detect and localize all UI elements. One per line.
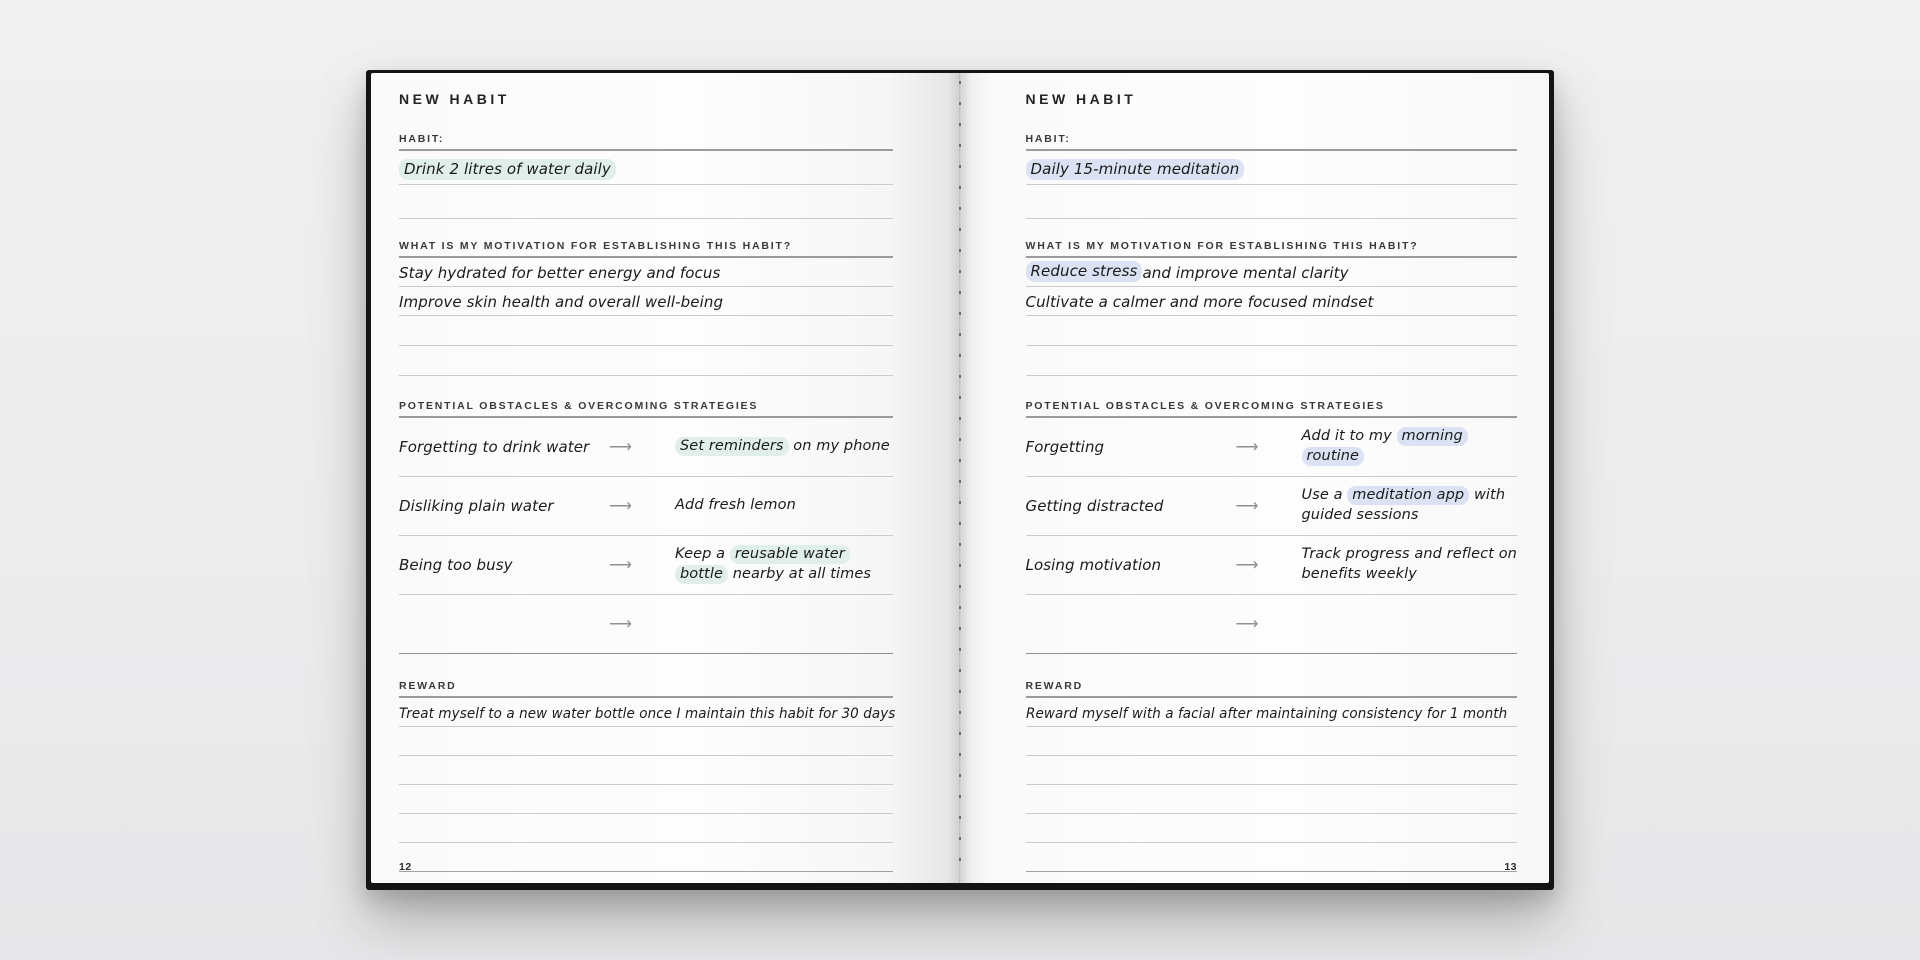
- habit-entry: [1026, 151, 1518, 185]
- strategy-segment: Track progress and reflect on benefits weekly: [1301, 546, 1517, 582]
- ruled-line: [1026, 843, 1518, 872]
- habit-entry: [399, 151, 893, 185]
- obstacle-text: Being too busy: [399, 556, 513, 574]
- reward-text: Treat myself to a new water bottle once I maintain this habit for 30 days: [399, 706, 896, 722]
- habit-text: Daily 15-minute meditation: [1026, 159, 1245, 180]
- ruled-line: [399, 814, 893, 843]
- ruled-line: [399, 316, 893, 346]
- arrow-right-icon: ⟶: [609, 557, 632, 574]
- strategy-highlight: Set reminders: [675, 437, 789, 456]
- obstacle-text: Losing motivation: [1025, 556, 1162, 574]
- ruled-line: [399, 346, 893, 376]
- habit-label: HABIT:: [1025, 133, 1071, 145]
- strategy-segment: on my phone: [788, 438, 890, 455]
- strategy-text: [665, 496, 893, 516]
- obstacle-row: [1026, 418, 1518, 477]
- obstacle-row: [399, 536, 893, 595]
- obstacle-row-empty: [1026, 595, 1518, 654]
- motivation-label: WHAT IS MY MOTIVATION FOR ESTABLISHING THIS HABIT?: [1025, 240, 1419, 252]
- strategy-text: [1292, 545, 1518, 584]
- strategy-segment: Add fresh lemon: [675, 497, 796, 514]
- motivation-text: Improve skin health and overall well-being: [399, 293, 724, 311]
- page-number: 13: [1504, 861, 1517, 873]
- motivation-text: Stay hydrated for better energy and focus: [399, 264, 721, 282]
- motivation-text: and improve mental clarity: [1142, 264, 1349, 282]
- notebook-spread: [366, 70, 1554, 890]
- arrow-right-icon: ⟶: [609, 616, 632, 633]
- page-number: 12: [399, 861, 412, 873]
- page-left-content: [371, 73, 959, 883]
- reward-text: Reward myself with a facial after maintaining consistency for 1 month: [1025, 706, 1507, 722]
- page-right: [962, 73, 1550, 883]
- strategy-text: [1292, 427, 1518, 466]
- ruled-line: [399, 785, 893, 814]
- motivation-text: Cultivate a calmer and more focused mindset: [1025, 293, 1374, 311]
- obstacle-row-empty: [399, 595, 893, 654]
- strategy-text: [1292, 486, 1518, 525]
- arrow-right-icon: ⟶: [1235, 498, 1259, 515]
- obstacle-row: [1026, 477, 1518, 536]
- strategy-text: [665, 545, 893, 584]
- reward-label: REWARD: [399, 680, 457, 692]
- habit-text: Drink 2 litres of water daily: [399, 159, 616, 180]
- strategy-segment: with guided sessions: [1301, 487, 1506, 523]
- strategy-text: [665, 437, 893, 457]
- obstacle-text: Forgetting to drink water: [399, 438, 590, 456]
- ruled-line: [1026, 316, 1518, 346]
- ruled-line: [1026, 814, 1518, 843]
- page-right-content: [962, 73, 1550, 883]
- reward-label: REWARD: [1025, 680, 1083, 692]
- arrow-right-icon: ⟶: [609, 439, 632, 456]
- obstacles-label: POTENTIAL OBSTACLES & OVERCOMING STRATEGIES: [399, 400, 759, 412]
- arrow-right-icon: ⟶: [1235, 557, 1259, 574]
- motivation-entry: [1026, 287, 1518, 316]
- page-left: [371, 73, 959, 883]
- motivation-label: WHAT IS MY MOTIVATION FOR ESTABLISHING THIS HABIT?: [399, 240, 792, 252]
- motivation-entry: [399, 258, 893, 287]
- page-title: NEW HABIT: [1025, 91, 1137, 107]
- obstacle-row: [399, 418, 893, 477]
- strategy-segment: Add it to my: [1301, 428, 1397, 445]
- obstacle-row: [1026, 536, 1518, 595]
- ruled-line: [1026, 785, 1518, 814]
- obstacle-row: [399, 477, 893, 536]
- ruled-line: [1026, 727, 1518, 756]
- strategy-segment: Use a: [1301, 487, 1348, 504]
- ruled-line: [1026, 756, 1518, 785]
- ruled-line: [399, 185, 893, 219]
- ruled-line: [1026, 346, 1518, 376]
- arrow-right-icon: ⟶: [1235, 616, 1259, 633]
- obstacles-label: POTENTIAL OBSTACLES & OVERCOMING STRATEGIES: [1025, 400, 1385, 412]
- strategy-highlight: meditation app: [1347, 486, 1469, 505]
- motivation-highlight: Reduce stress: [1026, 261, 1143, 282]
- reward-entry: [1026, 698, 1518, 727]
- arrow-right-icon: ⟶: [1235, 439, 1259, 456]
- motivation-entry: [1026, 258, 1518, 287]
- reward-entry: [399, 698, 896, 727]
- ruled-line: [399, 756, 893, 785]
- strategy-highlight: morning routine: [1302, 427, 1468, 466]
- ruled-line: [399, 727, 893, 756]
- motivation-entry: [399, 287, 893, 316]
- page-title: NEW HABIT: [399, 91, 510, 107]
- arrow-right-icon: ⟶: [609, 498, 632, 515]
- ruled-line: [399, 843, 893, 872]
- strategy-segment: Keep a: [675, 546, 730, 563]
- habit-label: HABIT:: [399, 133, 445, 145]
- obstacle-text: Forgetting: [1025, 438, 1105, 456]
- obstacle-text: Disliking plain water: [399, 497, 554, 515]
- ruled-line: [1026, 185, 1518, 219]
- strategy-highlight: reusable water bottle: [675, 545, 850, 584]
- obstacle-text: Getting distracted: [1025, 497, 1164, 515]
- strategy-segment: nearby at all times: [728, 566, 872, 582]
